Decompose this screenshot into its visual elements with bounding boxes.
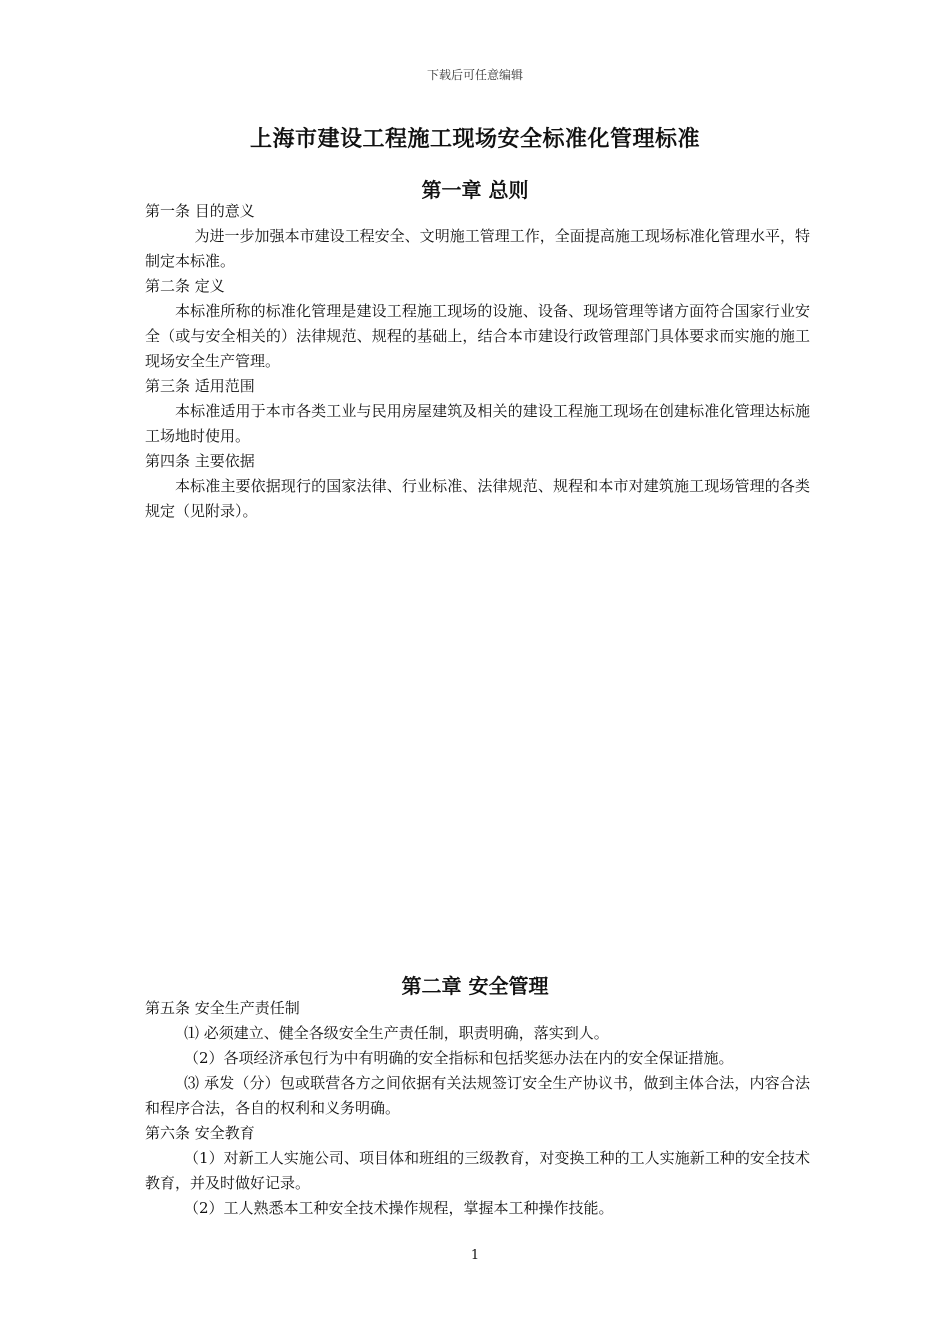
article-5-heading: 第五条 安全生产责任制 — [145, 999, 300, 1017]
article-4-text: 本标准主要依据现行的国家法律、行业标准、法律规范、规程和本市对建筑施工现场管理的各类规定（见附录）。 — [145, 477, 810, 520]
article-6-item-2: （2）工人熟悉本工种安全技术操作规程，掌握本工种操作技能。 — [184, 1199, 614, 1217]
article-2-heading: 第二条 定义 — [145, 277, 225, 295]
chapter-1-title: 第一章 总则 — [421, 178, 529, 202]
article-2-text: 本标准所称的标准化管理是建设工程施工现场的设施、设备、现场管理等诸方面符合国家行业安全（或与安全相关的）法律规范、规程的基础上，结合本市建设行政管理部门具体要求而实施的施工现场安全生产管理。 — [145, 302, 810, 370]
article-6-heading: 第六条 安全教育 — [145, 1124, 255, 1142]
article-1-text: 为进一步加强本市建设工程安全、文明施工管理工作，全面提高施工现场标准化管理水平，特制定本标准。 — [145, 227, 810, 270]
article-5-item-3: ⑶ 承发（分）包或联营各方之间依据有关法规签订安全生产协议书，做到主体合法，内容合法和程序合法，各自的权利和义务明确。 — [145, 1074, 810, 1117]
document-title: 上海市建设工程施工现场安全标准化管理标准 — [249, 126, 700, 152]
chapter-2-body — [145, 996, 810, 1221]
article-5-item-2: （2）各项经济承包行为中有明确的安全指标和包括奖惩办法在内的安全保证措施。 — [184, 1049, 734, 1067]
header-note: 下载后可任意编辑 — [426, 68, 523, 82]
article-5-item-1: ⑴ 必须建立、健全各级安全生产责任制，职责明确，落实到人。 — [184, 1024, 609, 1042]
article-3-text: 本标准适用于本市各类工业与民用房屋建筑及相关的建设工程施工现场在创建标准化管理达标施工场地时使用。 — [145, 402, 810, 445]
article-4-heading: 第四条 主要依据 — [145, 452, 255, 470]
chapter-1-body — [145, 199, 810, 524]
article-6-item-1: （1）对新工人实施公司、项目体和班组的三级教育，对变换工种的工人实施新工种的安全技术教育，并及时做好记录。 — [145, 1149, 810, 1192]
article-3-heading: 第三条 适用范围 — [145, 377, 255, 395]
page-number: 1 — [470, 1248, 480, 1263]
article-1-heading: 第一条 目的意义 — [145, 202, 255, 220]
chapter-2-title: 第二章 安全管理 — [401, 974, 549, 998]
